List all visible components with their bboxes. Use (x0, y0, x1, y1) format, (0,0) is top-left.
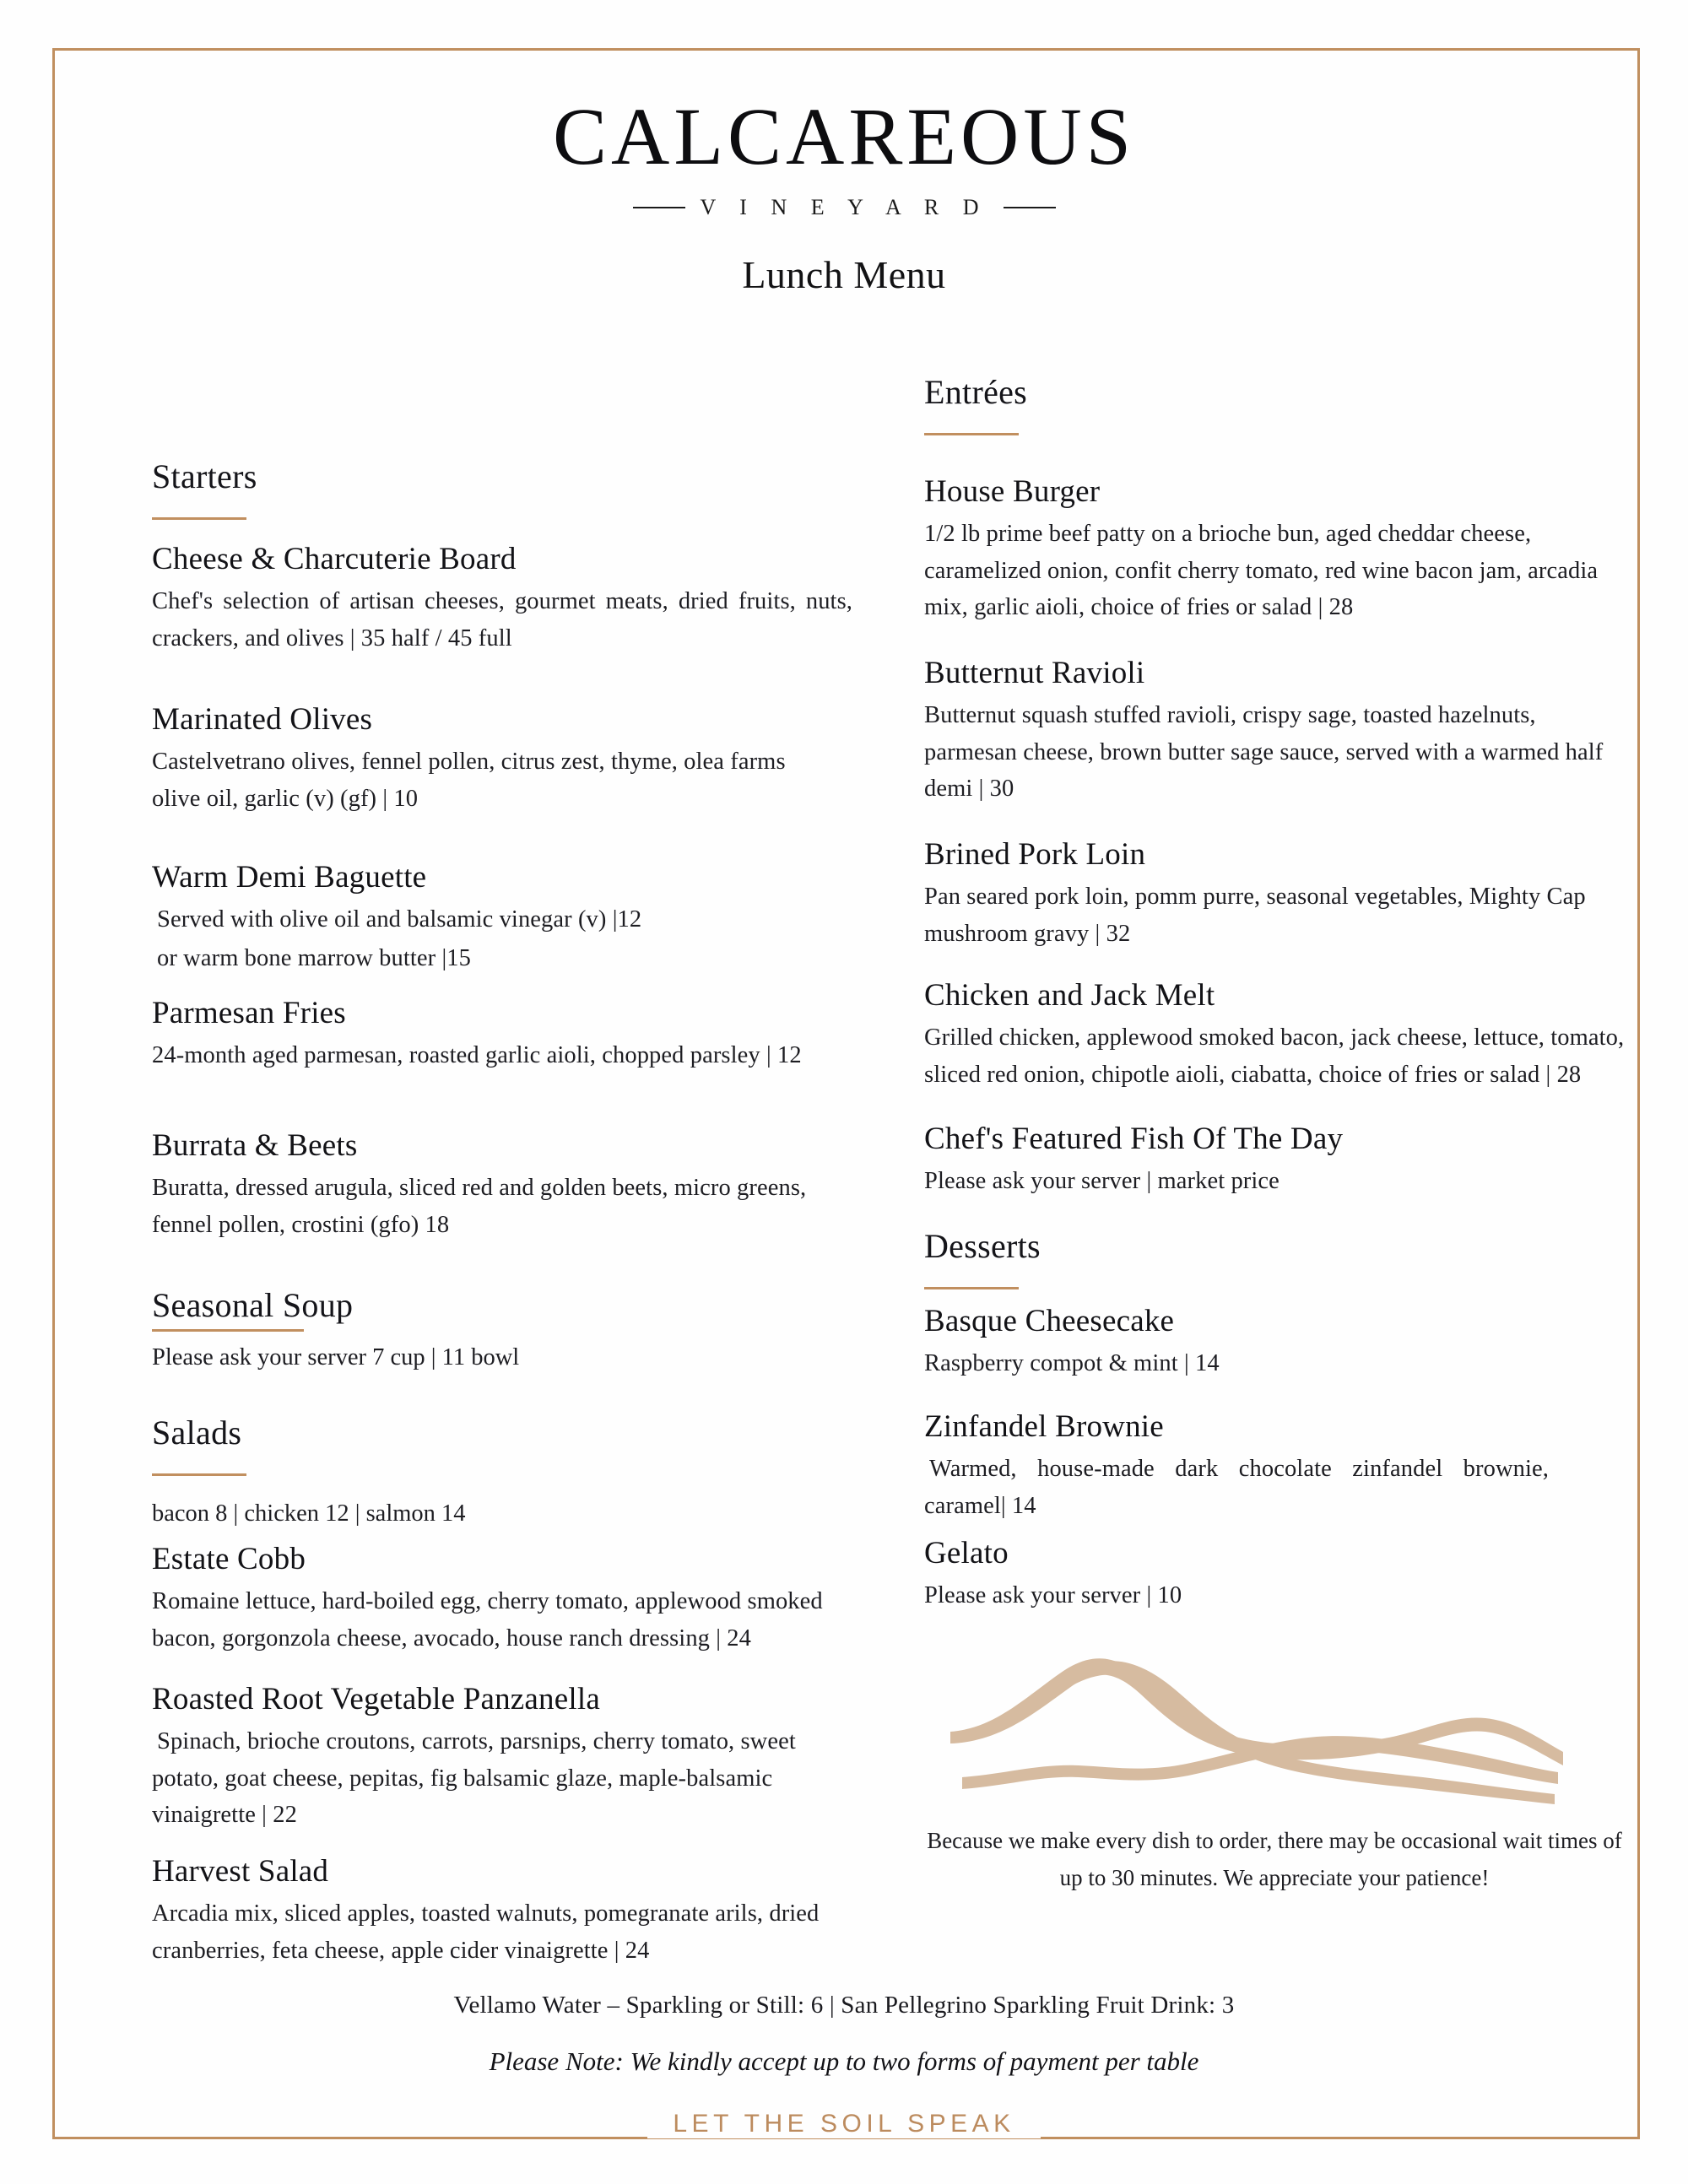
item-description: Castelvetrano olives, fennel pollen, citrus zest, thyme, olea farms olive oil, garlic (v) (gf) | 10 (152, 749, 786, 812)
item-description: Pan seared pork loin, pomm purre, seasonal vegetables, Mighty Cap mushroom gravy | 32 (924, 884, 1586, 947)
item-name: Basque Cheesecake (924, 1304, 1175, 1338)
rolling-hills-decoration (945, 1637, 1570, 1806)
item-burrata-beets (152, 1127, 827, 1243)
item-description: Butternut squash stuffed ravioli, crispy sage, toasted hazelnuts, parmesan cheese, brown butter sage sauce, served with a warmed half demi | 30 (924, 702, 1604, 802)
item-name: Estate Cobb (152, 1542, 306, 1576)
item-name: Marinated Olives (152, 702, 373, 737)
item-cheese-charcuterie-board (152, 540, 852, 657)
item-description: 1/2 lb prime beef patty on a brioche bun, aged cheddar cheese, caramelized onion, confit cherry tomato, red wine bacon jam, arcadia mix, garlic aioli, choice of fries or salad | 28 (924, 521, 1599, 620)
section-heading-starters: Starters (152, 457, 257, 495)
brand-name: CALCAREOUS (552, 91, 1136, 181)
item-name: Cheese & Charcuterie Board (152, 542, 517, 576)
item-zinfandel-brownie (924, 1408, 1549, 1524)
item-basque-cheesecake (924, 1302, 1599, 1382)
section-heading-desserts: Desserts (924, 1227, 1041, 1265)
item-name: Zinfandel Brownie (924, 1409, 1164, 1444)
section-rule (924, 433, 1019, 435)
item-description: Romaine lettuce, hard-boiled egg, cherry tomato, applewood smoked bacon, gorgonzola cheese, avocado, house ranch dressing | 24 (152, 1588, 823, 1652)
section-heading-seasonal-soup: Seasonal Soup (152, 1286, 354, 1324)
item-parmesan-fries (152, 994, 819, 1074)
item-gelato (924, 1534, 1599, 1614)
item-description: Buratta, dressed arugula, sliced red and golden beets, micro greens, fennel pollen, crostini (gfo) 18 (152, 1175, 807, 1238)
item-estate-cobb (152, 1540, 852, 1657)
beverage-pricing-line: Vellamo Water – Sparkling or Still: 6 | San Pellegrino Sparkling Fruit Drink: 3 (453, 1992, 1235, 2019)
section-rule (152, 1329, 304, 1332)
item-description: Please ask your server | 10 (924, 1582, 1182, 1609)
section-heading-entrees: Entrées (924, 373, 1028, 411)
section-salads (152, 1414, 827, 1533)
section-rule (152, 1473, 246, 1476)
item-name: Gelato (924, 1536, 1009, 1570)
item-harvest-salad (152, 1852, 844, 1969)
item-description: Arcadia mix, sliced apples, toasted walnuts, pomegranate arils, dried cranberries, feta cheese, apple cider vinaigrette | 24 (152, 1900, 820, 1964)
item-name: Burrata & Beets (152, 1128, 358, 1163)
item-description: Spinach, brioche croutons, carrots, parsnips, cherry tomato, sweet potato, goat cheese, pepitas, fig balsamic glaze, maple-balsamic vinaigrette | 22 (152, 1728, 796, 1828)
item-chicken-and-jack-melt (924, 976, 1633, 1093)
item-description: 24-month aged parmesan, roasted garlic aioli, chopped parsley | 12 (152, 1042, 802, 1069)
masthead (0, 91, 1688, 297)
seasonal-soup-description: Please ask your server 7 cup | 11 bowl (152, 1344, 520, 1370)
item-name: Brined Pork Loin (924, 837, 1146, 872)
item-roasted-root-vegetable-panzanella (152, 1680, 819, 1833)
item-name: Roasted Root Vegetable Panzanella (152, 1682, 600, 1716)
item-description: Raspberry compot & mint | 14 (924, 1350, 1220, 1377)
section-rule (152, 517, 246, 520)
salad-addons: bacon 8 | chicken 12 | salmon 14 (152, 1500, 466, 1527)
item-butternut-ravioli (924, 654, 1625, 807)
section-rule (924, 1287, 1019, 1289)
item-name: Butternut Ravioli (924, 656, 1145, 690)
item-description: Grilled chicken, applewood smoked bacon, jack cheese, lettuce, tomato, sliced red onion, chipotle aioli, ciabatta, choice of fries or salad | 28 (924, 1024, 1625, 1088)
item-description: Chef's selection of artisan cheeses, gourmet meats, dried fruits, nuts, crackers, and olives | 35 half / 45 full (152, 588, 852, 651)
section-entrees (924, 374, 1625, 435)
section-desserts (924, 1228, 1599, 1289)
wait-time-note: Because we make every dish to order, there may be occasional wait times of up to 30 minutes. We appreciate your patience! (927, 1828, 1622, 1890)
item-name: Warm Demi Baguette (152, 860, 427, 895)
tagline-row (0, 2110, 1688, 2138)
section-starters (152, 458, 852, 520)
item-description: Please ask your server | market price (924, 1168, 1280, 1195)
item-warm-demi-baguette (152, 858, 827, 976)
item-marinated-olives (152, 700, 819, 817)
payment-policy-note: Please Note: We kindly accept up to two forms of payment per table (489, 2046, 1199, 2076)
page-title: Lunch Menu (742, 252, 946, 296)
item-description-line-1: Served with olive oil and balsamic vinegar (v) |12 (157, 906, 642, 933)
section-heading-salads: Salads (152, 1414, 242, 1451)
item-house-burger (924, 473, 1599, 625)
item-name: Parmesan Fries (152, 996, 346, 1030)
brand-tagline: LET THE SOIL SPEAK (647, 2110, 1040, 2138)
item-brined-pork-loin (924, 835, 1599, 952)
brand-subtitle-row (0, 195, 1688, 220)
left-rule-decoration (633, 207, 685, 208)
item-name: Chef's Featured Fish Of The Day (924, 1122, 1344, 1156)
section-seasonal-soup (152, 1287, 827, 1376)
right-rule-decoration (1004, 207, 1056, 208)
item-description: Warmed, house-made dark chocolate zinfandel brownie, caramel| 14 (924, 1456, 1549, 1519)
item-name: House Burger (924, 474, 1101, 509)
item-chefs-featured-fish (924, 1120, 1599, 1200)
item-name: Chicken and Jack Melt (924, 978, 1215, 1013)
brand-subtitle: V I N E Y A R D (700, 194, 988, 219)
item-description-line-2: or warm bone marrow butter |15 (157, 944, 471, 971)
item-name: Harvest Salad (152, 1854, 329, 1889)
